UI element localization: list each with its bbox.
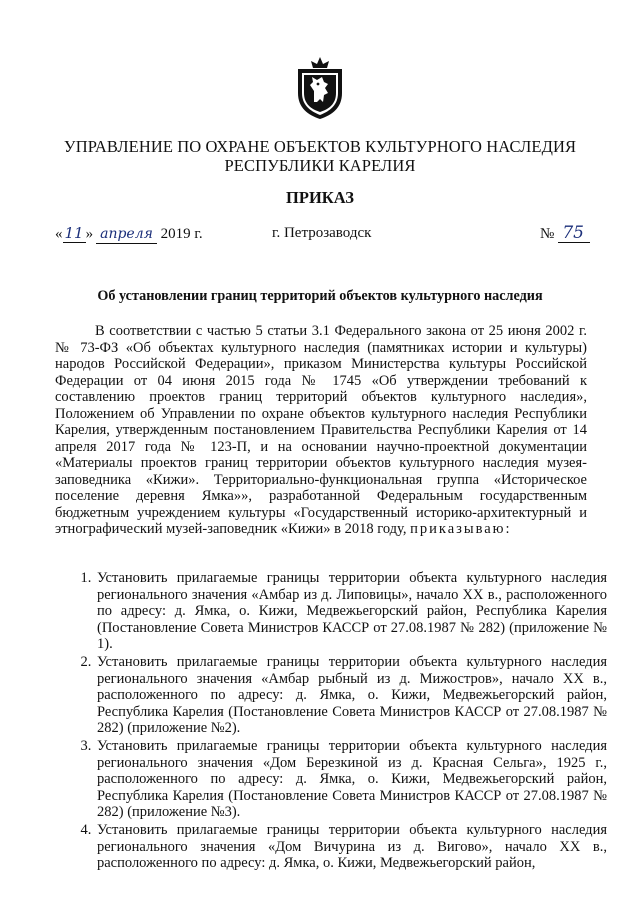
date-open-quote: « — [55, 226, 63, 242]
order-items-list — [75, 570, 607, 873]
organization-name-line1: УПРАВЛЕНИЕ ПО ОХРАНЕ ОБЪЕКТОВ КУЛЬТУРНОГО НАСЛЕДИЯ — [63, 137, 577, 156]
date-month: апреля — [96, 225, 157, 244]
order-number-prefix: № — [540, 226, 555, 242]
karelia-coat-of-arms-icon — [292, 55, 348, 121]
date-day: 11 — [64, 224, 84, 242]
order-number-value: 75 — [558, 224, 590, 243]
order-word: приказываю: — [410, 521, 512, 537]
preamble-paragraph — [55, 323, 587, 538]
order-city: г. Петрозаводск — [272, 225, 372, 241]
order-item: 4. Установить прилагаемые границы территории объекта культурного наследия регионального значения «Дом Вичурина из д. Вигово», начало XX в., расположенного по адресу: д. Ямка, о. Кижи, Медвежьегорский район, — [95, 822, 607, 872]
preamble-text: В соответствии с частью 5 статьи 3.1 Федерального закона от 25 июня 2002 г. № 73-ФЗ «Об объектах культурного наследия (памятниках истории и культуры) народов Российской Федерации», приказом Министерства культуры Российской Федерации от 04 июня 2015 года № 1745 «Об утверждении требований к составлению проектов границ территорий объектов культурного наследия», Положением об Управлении по охране объектов культурного наследия Республики Карелия, утвержденным постановлением Правительства Республики Карелия от 14 апреля 2017 года № 123-П, и на основании научно-проектной документации «Материалы проектов границ территории объектов культурного наследия музея-заповедника «Кижи». Территориально-функциональная группа «Историческое поселение деревня Ямка»», разработанной Федеральным государственным бюджетным учреждением культуры «Государственный историко-архитектурный и этнографический музей-заповедник «Кижи» в 2018 году, — [55, 323, 587, 537]
order-subject: Об установлении границ территорий объектов культурного наследия — [97, 288, 543, 304]
order-date — [55, 224, 203, 244]
organization-name-line2: РЕСПУБЛИКИ КАРЕЛИЯ — [224, 156, 416, 175]
date-year: 2019 г. — [160, 226, 203, 242]
order-number — [540, 224, 590, 243]
document-type-title: ПРИКАЗ — [286, 188, 354, 207]
date-close-quote: » — [85, 226, 94, 242]
order-item: 2. Установить прилагаемые границы территории объекта культурного наследия регионального значения «Амбар рыбный из д. Мижостров», начало XX в., расположенного по адресу: д. Ямка, о. Кижи, Медвежьегорский район, Республика Карелия (Постановление Совета Министров КАССР от 27.08.1987 № 282) (приложение №2). — [95, 654, 607, 737]
order-item: 3. Установить прилагаемые границы территории объекта культурного наследия регионального значения «Дом Березкиной из д. Красная Сельга», 1925 г., расположенного по адресу: д. Ямка, о. Кижи, Медвежьегорский район, Республика Карелия (Постановление Совета Министров КАССР от 27.08.1987 № 282) (приложение №3). — [95, 738, 607, 821]
order-item: 1. Установить прилагаемые границы территории объекта культурного наследия регионального значения «Амбар из д. Липовицы», начало XX в., расположенного по адресу: д. Ямка, о. Кижи, Медвежьегорский район, Республика Карелия (Постановление Совета Министров КАССР от 27.08.1987 № 282) (приложение № 1). — [95, 570, 607, 653]
